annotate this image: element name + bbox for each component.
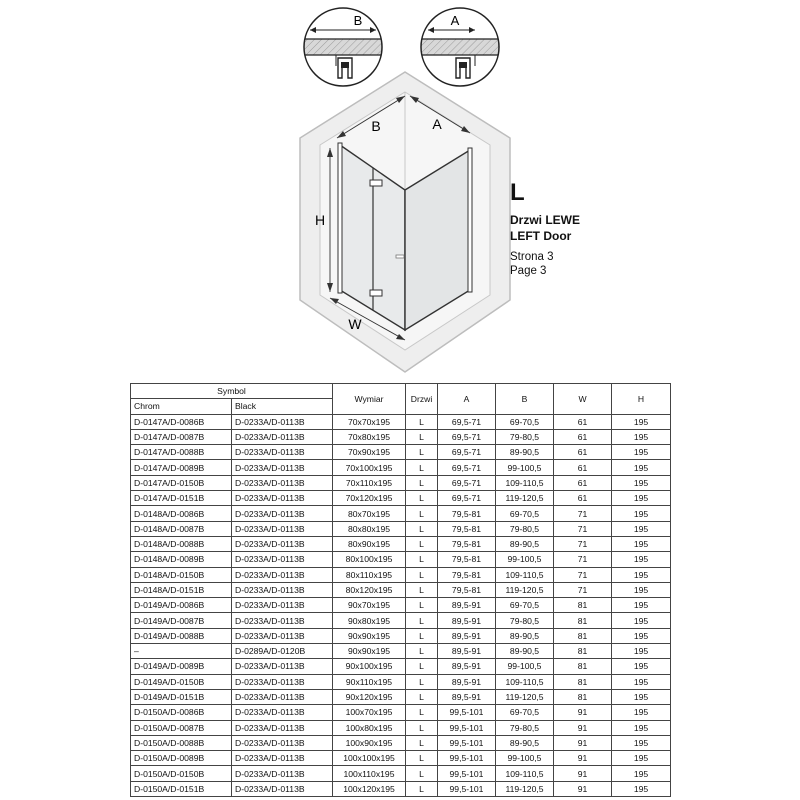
shower-diagram xyxy=(0,0,800,380)
wymiar-cell: 80x80x195 xyxy=(333,521,406,536)
symbol-black-cell: D-0233A/D-0113B xyxy=(232,781,333,796)
table-row xyxy=(131,766,671,781)
page-label-en: Page 3 xyxy=(510,265,547,277)
symbol-black-cell: D-0233A/D-0113B xyxy=(232,582,333,597)
drzwi-cell: L xyxy=(406,582,438,597)
dim-b-cell: 89-90,5 xyxy=(496,628,554,643)
symbol-black-cell: D-0233A/D-0113B xyxy=(232,460,333,475)
dim-a-cell: 79,5-81 xyxy=(438,536,496,551)
chrom-header: Chrom xyxy=(131,399,232,414)
symbol-black-cell: D-0289A/D-0120B xyxy=(232,644,333,659)
dim-w-cell: 81 xyxy=(554,644,612,659)
table-row xyxy=(131,429,671,444)
dim-b-cell: 119-120,5 xyxy=(496,491,554,506)
symbol-black-cell: D-0233A/D-0113B xyxy=(232,475,333,490)
dim-b-cell: 89-90,5 xyxy=(496,536,554,551)
table-row xyxy=(131,475,671,490)
dimension-h-label: H xyxy=(314,212,326,228)
dim-b-cell: 119-120,5 xyxy=(496,582,554,597)
dim-h-cell: 195 xyxy=(612,536,671,551)
symbol-black-cell: D-0233A/D-0113B xyxy=(232,536,333,551)
dim-h-cell: 195 xyxy=(612,751,671,766)
table-row xyxy=(131,414,671,429)
profile-detail-right xyxy=(418,8,508,86)
table-row xyxy=(131,598,671,613)
dim-w-cell: 91 xyxy=(554,720,612,735)
dim-b-cell: 99-100,5 xyxy=(496,751,554,766)
dim-b-cell: 79-80,5 xyxy=(496,429,554,444)
wymiar-cell: 100x90x195 xyxy=(333,735,406,750)
dim-h-cell: 195 xyxy=(612,521,671,536)
dim-b-cell: 69-70,5 xyxy=(496,705,554,720)
dim-h-cell: 195 xyxy=(612,567,671,582)
detail-left-label: B xyxy=(353,13,363,28)
dim-a-cell: 69,5-71 xyxy=(438,414,496,429)
dim-b-cell: 99-100,5 xyxy=(496,659,554,674)
dim-b-cell: 119-120,5 xyxy=(496,781,554,796)
dim-a-cell: 99,5-101 xyxy=(438,781,496,796)
symbol-black-cell: D-0233A/D-0113B xyxy=(232,705,333,720)
table-row xyxy=(131,567,671,582)
drzwi-cell: L xyxy=(406,781,438,796)
symbol-chrom-cell: – xyxy=(131,644,232,659)
symbol-chrom-cell: D-0147A/D-0087B xyxy=(131,429,232,444)
symbol-chrom-cell: D-0149A/D-0087B xyxy=(131,613,232,628)
dim-b-cell: 109-110,5 xyxy=(496,766,554,781)
wymiar-cell: 80x90x195 xyxy=(333,536,406,551)
dim-a-cell: 89,5-91 xyxy=(438,689,496,704)
table-row xyxy=(131,781,671,796)
detail-right-label: A xyxy=(450,13,460,28)
symbol-black-cell: D-0233A/D-0113B xyxy=(232,552,333,567)
dim-h-cell: 195 xyxy=(612,644,671,659)
dim-w-cell: 71 xyxy=(554,506,612,521)
dim-b-cell: 79-80,5 xyxy=(496,521,554,536)
symbol-black-cell: D-0233A/D-0113B xyxy=(232,567,333,582)
dim-b-cell: 99-100,5 xyxy=(496,460,554,475)
dim-w-cell: 81 xyxy=(554,613,612,628)
dim-a-cell: 69,5-71 xyxy=(438,491,496,506)
symbol-chrom-cell: D-0150A/D-0089B xyxy=(131,751,232,766)
dim-a-cell: 79,5-81 xyxy=(438,567,496,582)
drzwi-cell: L xyxy=(406,628,438,643)
wymiar-header: Wymiar xyxy=(333,384,406,415)
profile-detail-left xyxy=(300,8,390,86)
dim-b-cell: 89-90,5 xyxy=(496,735,554,750)
dim-w-cell: 81 xyxy=(554,674,612,689)
table-row xyxy=(131,705,671,720)
drzwi-cell: L xyxy=(406,766,438,781)
specification-rows xyxy=(131,414,671,796)
dim-w-cell: 61 xyxy=(554,475,612,490)
h-header: H xyxy=(612,384,671,415)
dim-w-cell: 71 xyxy=(554,521,612,536)
door-legend xyxy=(510,180,580,278)
dim-w-cell: 91 xyxy=(554,705,612,720)
wymiar-cell: 90x100x195 xyxy=(333,659,406,674)
drzwi-cell: L xyxy=(406,491,438,506)
wymiar-cell: 90x120x195 xyxy=(333,689,406,704)
table-row xyxy=(131,552,671,567)
table-row xyxy=(131,674,671,689)
symbol-chrom-cell: D-0148A/D-0089B xyxy=(131,552,232,567)
drzwi-cell: L xyxy=(406,689,438,704)
table-row xyxy=(131,582,671,597)
symbol-chrom-cell: D-0148A/D-0151B xyxy=(131,582,232,597)
dim-a-cell: 69,5-71 xyxy=(438,445,496,460)
dim-h-cell: 195 xyxy=(612,475,671,490)
symbol-black-cell: D-0233A/D-0113B xyxy=(232,429,333,444)
symbol-black-cell: D-0233A/D-0113B xyxy=(232,689,333,704)
wymiar-cell: 70x90x195 xyxy=(333,445,406,460)
wymiar-cell: 80x110x195 xyxy=(333,567,406,582)
dimension-a-label: A xyxy=(432,116,442,132)
dim-h-cell: 195 xyxy=(612,674,671,689)
dim-a-cell: 69,5-71 xyxy=(438,475,496,490)
w-header: W xyxy=(554,384,612,415)
dim-h-cell: 195 xyxy=(612,429,671,444)
drzwi-cell: L xyxy=(406,567,438,582)
symbol-chrom-cell: D-0149A/D-0089B xyxy=(131,659,232,674)
table-row xyxy=(131,460,671,475)
drzwi-cell: L xyxy=(406,644,438,659)
dim-h-cell: 195 xyxy=(612,460,671,475)
drzwi-cell: L xyxy=(406,429,438,444)
symbol-chrom-cell: D-0149A/D-0088B xyxy=(131,628,232,643)
symbol-chrom-cell: D-0148A/D-0150B xyxy=(131,567,232,582)
drzwi-cell: L xyxy=(406,414,438,429)
dim-w-cell: 61 xyxy=(554,445,612,460)
dim-a-cell: 99,5-101 xyxy=(438,720,496,735)
symbol-chrom-cell: D-0150A/D-0151B xyxy=(131,781,232,796)
dim-a-cell: 69,5-71 xyxy=(438,429,496,444)
table-row xyxy=(131,445,671,460)
dim-a-cell: 89,5-91 xyxy=(438,613,496,628)
symbol-black-cell: D-0233A/D-0113B xyxy=(232,674,333,689)
dim-w-cell: 61 xyxy=(554,429,612,444)
dimension-b-label: B xyxy=(371,118,381,134)
dim-h-cell: 195 xyxy=(612,689,671,704)
dim-b-cell: 99-100,5 xyxy=(496,552,554,567)
black-header: Black xyxy=(232,399,333,414)
dim-b-cell: 89-90,5 xyxy=(496,445,554,460)
dim-b-cell: 109-110,5 xyxy=(496,567,554,582)
symbol-chrom-cell: D-0150A/D-0088B xyxy=(131,735,232,750)
dim-b-cell: 69-70,5 xyxy=(496,506,554,521)
dim-h-cell: 195 xyxy=(612,582,671,597)
shower-enclosure-drawing xyxy=(300,72,510,372)
table-row xyxy=(131,659,671,674)
symbol-chrom-cell: D-0147A/D-0088B xyxy=(131,445,232,460)
symbol-chrom-cell: D-0148A/D-0086B xyxy=(131,506,232,521)
dim-w-cell: 81 xyxy=(554,628,612,643)
door-side-pl: Drzwi LEWE xyxy=(510,213,581,227)
symbol-chrom-cell: D-0147A/D-0086B xyxy=(131,414,232,429)
table-row xyxy=(131,720,671,735)
drzwi-cell: L xyxy=(406,598,438,613)
symbol-black-cell: D-0233A/D-0113B xyxy=(232,445,333,460)
dim-w-cell: 71 xyxy=(554,567,612,582)
drzwi-cell: L xyxy=(406,460,438,475)
table-row xyxy=(131,491,671,506)
wymiar-cell: 100x110x195 xyxy=(333,766,406,781)
symbol-black-cell: D-0233A/D-0113B xyxy=(232,735,333,750)
a-header: A xyxy=(438,384,496,415)
door-side-letter: L xyxy=(510,179,525,206)
dim-b-cell: 69-70,5 xyxy=(496,598,554,613)
dim-w-cell: 91 xyxy=(554,766,612,781)
dim-a-cell: 89,5-91 xyxy=(438,628,496,643)
drzwi-cell: L xyxy=(406,705,438,720)
dim-b-cell: 69-70,5 xyxy=(496,414,554,429)
table-row xyxy=(131,644,671,659)
dim-a-cell: 69,5-71 xyxy=(438,460,496,475)
wymiar-cell: 100x70x195 xyxy=(333,705,406,720)
dim-w-cell: 71 xyxy=(554,552,612,567)
dim-a-cell: 99,5-101 xyxy=(438,735,496,750)
wymiar-cell: 80x120x195 xyxy=(333,582,406,597)
symbol-black-cell: D-0233A/D-0113B xyxy=(232,506,333,521)
page-label-pl: Strona 3 xyxy=(510,251,554,263)
b-header: B xyxy=(496,384,554,415)
dim-b-cell: 109-110,5 xyxy=(496,674,554,689)
dim-h-cell: 195 xyxy=(612,613,671,628)
door-side-en: LEFT Door xyxy=(510,229,572,243)
dim-w-cell: 91 xyxy=(554,735,612,750)
wymiar-cell: 100x100x195 xyxy=(333,751,406,766)
symbol-chrom-cell: D-0147A/D-0150B xyxy=(131,475,232,490)
table-row xyxy=(131,613,671,628)
symbol-black-cell: D-0233A/D-0113B xyxy=(232,720,333,735)
symbol-black-cell: D-0233A/D-0113B xyxy=(232,628,333,643)
wymiar-cell: 90x90x195 xyxy=(333,644,406,659)
dim-a-cell: 79,5-81 xyxy=(438,521,496,536)
dimension-w-label: W xyxy=(348,316,362,332)
drzwi-cell: L xyxy=(406,552,438,567)
dim-h-cell: 195 xyxy=(612,628,671,643)
table-row xyxy=(131,735,671,750)
drzwi-cell: L xyxy=(406,506,438,521)
symbol-black-cell: D-0233A/D-0113B xyxy=(232,491,333,506)
dim-b-cell: 89-90,5 xyxy=(496,644,554,659)
wymiar-cell: 70x120x195 xyxy=(333,491,406,506)
dim-w-cell: 81 xyxy=(554,659,612,674)
dim-h-cell: 195 xyxy=(612,506,671,521)
drzwi-cell: L xyxy=(406,613,438,628)
specification-table xyxy=(130,383,671,797)
dim-h-cell: 195 xyxy=(612,720,671,735)
dim-a-cell: 79,5-81 xyxy=(438,506,496,521)
symbol-black-cell: D-0233A/D-0113B xyxy=(232,521,333,536)
dim-w-cell: 71 xyxy=(554,582,612,597)
dim-w-cell: 91 xyxy=(554,751,612,766)
symbol-chrom-cell: D-0150A/D-0087B xyxy=(131,720,232,735)
dim-b-cell: 119-120,5 xyxy=(496,689,554,704)
symbol-chrom-cell: D-0148A/D-0087B xyxy=(131,521,232,536)
dim-a-cell: 79,5-81 xyxy=(438,582,496,597)
dim-h-cell: 195 xyxy=(612,598,671,613)
dim-w-cell: 61 xyxy=(554,491,612,506)
table-row xyxy=(131,689,671,704)
wymiar-cell: 90x80x195 xyxy=(333,613,406,628)
dim-a-cell: 89,5-91 xyxy=(438,598,496,613)
dim-h-cell: 195 xyxy=(612,766,671,781)
dim-a-cell: 89,5-91 xyxy=(438,674,496,689)
wymiar-cell: 70x70x195 xyxy=(333,414,406,429)
dim-w-cell: 71 xyxy=(554,536,612,551)
wymiar-cell: 70x80x195 xyxy=(333,429,406,444)
dim-h-cell: 195 xyxy=(612,659,671,674)
table-row xyxy=(131,751,671,766)
dim-h-cell: 195 xyxy=(612,781,671,796)
drzwi-cell: L xyxy=(406,659,438,674)
symbol-chrom-cell: D-0147A/D-0151B xyxy=(131,491,232,506)
drzwi-cell: L xyxy=(406,735,438,750)
dim-h-cell: 195 xyxy=(612,705,671,720)
drzwi-cell: L xyxy=(406,674,438,689)
dim-w-cell: 61 xyxy=(554,414,612,429)
drzwi-cell: L xyxy=(406,521,438,536)
wymiar-cell: 90x110x195 xyxy=(333,674,406,689)
table-row xyxy=(131,521,671,536)
symbol-chrom-cell: D-0148A/D-0088B xyxy=(131,536,232,551)
drzwi-cell: L xyxy=(406,475,438,490)
symbol-chrom-cell: D-0149A/D-0150B xyxy=(131,674,232,689)
wymiar-cell: 70x110x195 xyxy=(333,475,406,490)
table-row xyxy=(131,536,671,551)
dim-b-cell: 79-80,5 xyxy=(496,720,554,735)
dim-h-cell: 195 xyxy=(612,414,671,429)
dim-w-cell: 61 xyxy=(554,460,612,475)
wymiar-cell: 80x100x195 xyxy=(333,552,406,567)
dim-a-cell: 79,5-81 xyxy=(438,552,496,567)
dim-h-cell: 195 xyxy=(612,491,671,506)
symbol-chrom-cell: D-0147A/D-0089B xyxy=(131,460,232,475)
wymiar-cell: 70x100x195 xyxy=(333,460,406,475)
symbol-black-cell: D-0233A/D-0113B xyxy=(232,659,333,674)
dim-h-cell: 195 xyxy=(612,735,671,750)
drzwi-header: Drzwi xyxy=(406,384,438,415)
dim-b-cell: 79-80,5 xyxy=(496,613,554,628)
wymiar-cell: 100x80x195 xyxy=(333,720,406,735)
dim-a-cell: 99,5-101 xyxy=(438,766,496,781)
symbol-black-cell: D-0233A/D-0113B xyxy=(232,598,333,613)
dim-a-cell: 89,5-91 xyxy=(438,644,496,659)
dim-a-cell: 89,5-91 xyxy=(438,659,496,674)
dim-h-cell: 195 xyxy=(612,445,671,460)
drzwi-cell: L xyxy=(406,751,438,766)
dim-b-cell: 109-110,5 xyxy=(496,475,554,490)
symbol-header: Symbol xyxy=(131,384,333,399)
symbol-chrom-cell: D-0150A/D-0086B xyxy=(131,705,232,720)
table-row xyxy=(131,628,671,643)
symbol-black-cell: D-0233A/D-0113B xyxy=(232,751,333,766)
drzwi-cell: L xyxy=(406,445,438,460)
dim-w-cell: 81 xyxy=(554,598,612,613)
wymiar-cell: 100x120x195 xyxy=(333,781,406,796)
wymiar-cell: 90x90x195 xyxy=(333,628,406,643)
drzwi-cell: L xyxy=(406,536,438,551)
symbol-chrom-cell: D-0149A/D-0151B xyxy=(131,689,232,704)
wymiar-cell: 90x70x195 xyxy=(333,598,406,613)
symbol-black-cell: D-0233A/D-0113B xyxy=(232,613,333,628)
symbol-chrom-cell: D-0149A/D-0086B xyxy=(131,598,232,613)
dim-a-cell: 99,5-101 xyxy=(438,705,496,720)
dim-w-cell: 91 xyxy=(554,781,612,796)
symbol-black-cell: D-0233A/D-0113B xyxy=(232,414,333,429)
drzwi-cell: L xyxy=(406,720,438,735)
table-row xyxy=(131,506,671,521)
wymiar-cell: 80x70x195 xyxy=(333,506,406,521)
dim-h-cell: 195 xyxy=(612,552,671,567)
dim-w-cell: 81 xyxy=(554,689,612,704)
dim-a-cell: 99,5-101 xyxy=(438,751,496,766)
symbol-black-cell: D-0233A/D-0113B xyxy=(232,766,333,781)
symbol-chrom-cell: D-0150A/D-0150B xyxy=(131,766,232,781)
